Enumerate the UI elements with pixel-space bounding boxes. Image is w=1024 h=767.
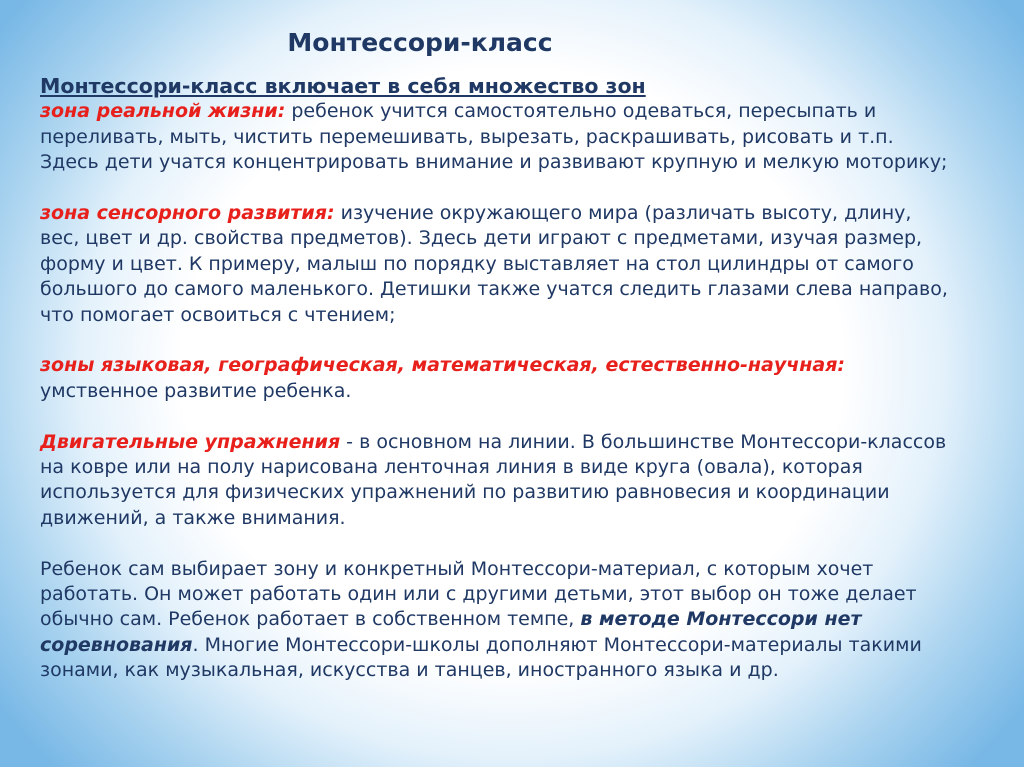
paragraph-text: Ребенок сам выбирает зону и конкретный Монтессори-материал, с которым хочет работать. Он может работать один или с другими детьми, этот выбор он тоже делает обычно сам. Ребенок работает в собственном темпе, <box>40 557 917 631</box>
paragraph-sensory-zone <box>40 201 950 328</box>
emphasis-no-competition: в методе Монтессори нет соревнования <box>40 608 862 656</box>
paragraph-text: умственное развитие ребенка. <box>40 379 352 402</box>
paragraph-gap <box>40 176 950 201</box>
paragraph-gap <box>40 531 950 556</box>
term-separator: : <box>277 100 286 123</box>
paragraph-text: - в основном на линии. В большинстве Монтессори-классов на ковре или на полу нарисована ленточная линия в виде круга (овала), которая используется для физических упражнений по развитию равновесия и координации движений, а также внимания. <box>40 430 947 529</box>
term-motor-exercises: Двигательные упражнения <box>40 430 341 453</box>
term-sensory-zone: зона сенсорного развития <box>40 202 327 225</box>
paragraph-gap <box>40 404 950 429</box>
slide-subtitle: Монтессори-класс включает в себя множество зон <box>40 74 646 98</box>
term-separator: : <box>326 202 335 225</box>
slide-content <box>40 74 950 684</box>
term-academic-zones: зоны языковая, географическая, математическая, естественно-научная <box>40 354 838 377</box>
paragraph-real-life-zone <box>40 99 950 175</box>
paragraph-academic-zones <box>40 353 950 404</box>
paragraph-choice <box>40 557 950 684</box>
term-real-life-zone: зона реальной жизни <box>40 100 278 123</box>
paragraph-gap <box>40 328 950 353</box>
paragraph-text: ребенок учится самостоятельно одеваться, пересыпать и переливать, мыть, чистить перемешивать, вырезать, раскрашивать, рисовать и т.п. Здесь дети учатся концентрировать внимание и развивают крупную и мелкую моторику; <box>40 100 948 174</box>
slide-title: Монтессори-класс <box>287 28 553 57</box>
paragraph-text: изучение окружающего мира (различать высоту, длину, вес, цвет и др. свойства предметов). Здесь дети играют с предметами, изучая размер, форму и цвет. К примеру, малыш по порядку выставляет на стол цилиндры от самого большого до самого маленького. Детишки также учатся следить глазами слева направо, что помогает освоиться с чтением; <box>40 202 948 326</box>
paragraph-motor-exercises <box>40 430 950 532</box>
term-separator: : <box>837 354 846 377</box>
paragraph-text: . Многие Монтессори-школы дополняют Монтессори-материалы такими зонами, как музыкальная, искусства и танцев, иностранного языка и др. <box>40 633 922 682</box>
